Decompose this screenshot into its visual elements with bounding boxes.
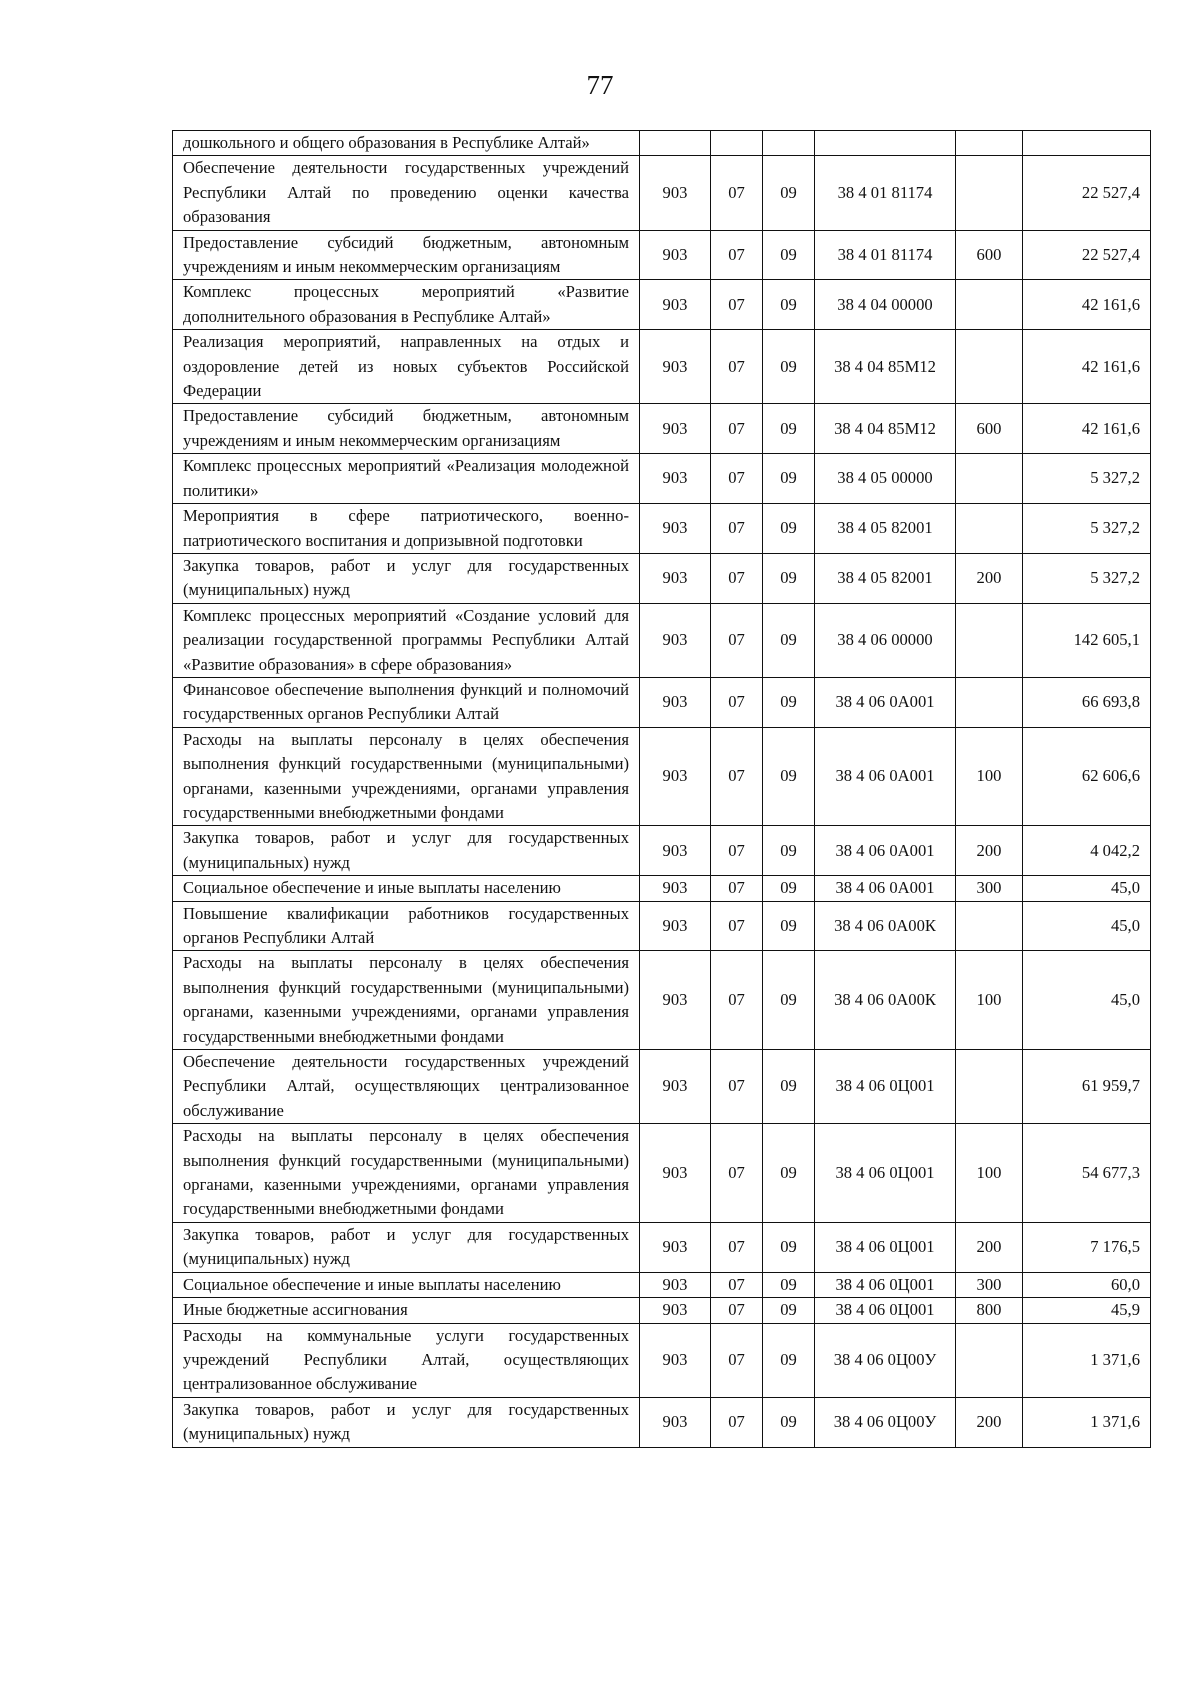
cell-subsection-code: 09 [763,1222,815,1272]
cell-subsection-code: 09 [763,1124,815,1223]
budget-table [172,130,1151,1448]
table-row [173,1124,1151,1223]
cell-name: Комплекс процессных мероприятий «Создание условий для реализации государственной программы Республики Алтай «Развитие образования» в сфере образования» [173,603,640,677]
cell-name: дошкольного и общего образования в Республике Алтай» [173,131,640,156]
cell-expense-type: 200 [956,1222,1023,1272]
cell-name: Социальное обеспечение и иные выплаты населению [173,1272,640,1297]
cell-expense-type: 200 [956,1397,1023,1447]
cell-ministry-code: 903 [640,1050,711,1124]
cell-amount: 61 959,7 [1023,1050,1151,1124]
cell-amount: 42 161,6 [1023,330,1151,404]
cell-expense-type: 200 [956,553,1023,603]
cell-target-article: 38 4 06 0А001 [815,677,956,727]
table-row [173,1298,1151,1323]
cell-ministry-code: 903 [640,603,711,677]
cell-expense-type [956,330,1023,404]
cell-ministry-code: 903 [640,280,711,330]
cell-ministry-code: 903 [640,876,711,901]
cell-section-code: 07 [711,826,763,876]
cell-amount: 45,9 [1023,1298,1151,1323]
cell-target-article: 38 4 05 82001 [815,504,956,554]
cell-subsection-code: 09 [763,826,815,876]
cell-section-code: 07 [711,454,763,504]
cell-amount: 45,0 [1023,901,1151,951]
cell-expense-type [956,603,1023,677]
cell-target-article: 38 4 04 85М12 [815,404,956,454]
table-row [173,1050,1151,1124]
cell-expense-type: 100 [956,727,1023,826]
cell-section-code: 07 [711,156,763,230]
cell-ministry-code: 903 [640,1323,711,1397]
cell-amount: 4 042,2 [1023,826,1151,876]
cell-section-code: 07 [711,1222,763,1272]
cell-section-code: 07 [711,603,763,677]
cell-expense-type [956,131,1023,156]
cell-section-code: 07 [711,951,763,1050]
table-row [173,280,1151,330]
cell-amount: 5 327,2 [1023,454,1151,504]
cell-amount: 142 605,1 [1023,603,1151,677]
cell-name: Закупка товаров, работ и услуг для государственных (муниципальных) нужд [173,826,640,876]
cell-subsection-code: 09 [763,330,815,404]
cell-subsection-code: 09 [763,454,815,504]
cell-name: Мероприятия в сфере патриотического, военно-патриотического воспитания и допризывной подготовки [173,504,640,554]
cell-section-code: 07 [711,876,763,901]
cell-target-article: 38 4 06 0Ц001 [815,1222,956,1272]
cell-target-article: 38 4 01 81174 [815,230,956,280]
cell-name: Закупка товаров, работ и услуг для государственных (муниципальных) нужд [173,1397,640,1447]
cell-ministry-code: 903 [640,504,711,554]
cell-target-article: 38 4 01 81174 [815,156,956,230]
cell-subsection-code: 09 [763,727,815,826]
cell-ministry-code: 903 [640,677,711,727]
cell-subsection-code: 09 [763,677,815,727]
cell-target-article: 38 4 06 0А00К [815,901,956,951]
table-row [173,454,1151,504]
cell-expense-type [956,280,1023,330]
cell-amount: 60,0 [1023,1272,1151,1297]
cell-target-article: 38 4 06 0Ц00У [815,1323,956,1397]
cell-section-code: 07 [711,553,763,603]
table-row [173,131,1151,156]
table-row [173,1222,1151,1272]
cell-name: Расходы на выплаты персоналу в целях обеспечения выполнения функций государственными (муниципальными) органами, казенными учреждениями, органами управления государственными внебюджетными фондами [173,951,640,1050]
cell-section-code: 07 [711,230,763,280]
cell-expense-type: 600 [956,404,1023,454]
cell-subsection-code: 09 [763,1272,815,1297]
cell-name: Иные бюджетные ассигнования [173,1298,640,1323]
cell-target-article: 38 4 06 0А001 [815,727,956,826]
cell-target-article: 38 4 06 0А001 [815,826,956,876]
cell-name: Финансовое обеспечение выполнения функций и полномочий государственных органов Республики Алтай [173,677,640,727]
cell-name: Расходы на коммунальные услуги государственных учреждений Республики Алтай, осуществляющих централизованное обслуживание [173,1323,640,1397]
cell-amount: 5 327,2 [1023,504,1151,554]
cell-ministry-code: 903 [640,1272,711,1297]
table-row [173,876,1151,901]
cell-section-code: 07 [711,1050,763,1124]
cell-target-article: 38 4 05 82001 [815,553,956,603]
table-row [173,727,1151,826]
cell-ministry-code: 903 [640,156,711,230]
cell-subsection-code: 09 [763,901,815,951]
table-row [173,330,1151,404]
cell-name: Закупка товаров, работ и услуг для государственных (муниципальных) нужд [173,1222,640,1272]
cell-target-article: 38 4 04 85М12 [815,330,956,404]
cell-expense-type [956,454,1023,504]
cell-expense-type [956,1323,1023,1397]
cell-expense-type: 200 [956,826,1023,876]
cell-expense-type: 600 [956,230,1023,280]
cell-subsection-code: 09 [763,1050,815,1124]
cell-expense-type [956,677,1023,727]
cell-section-code: 07 [711,1124,763,1223]
cell-name: Обеспечение деятельности государственных учреждений Республики Алтай, осуществляющих централизованное обслуживание [173,1050,640,1124]
cell-name: Расходы на выплаты персоналу в целях обеспечения выполнения функций государственными (муниципальными) органами, казенными учреждениями, органами управления государственными внебюджетными фондами [173,1124,640,1223]
cell-ministry-code: 903 [640,553,711,603]
cell-target-article: 38 4 06 0Ц001 [815,1298,956,1323]
cell-ministry-code: 903 [640,330,711,404]
cell-target-article: 38 4 04 00000 [815,280,956,330]
cell-amount: 42 161,6 [1023,280,1151,330]
cell-target-article: 38 4 06 00000 [815,603,956,677]
cell-name: Расходы на выплаты персоналу в целях обеспечения выполнения функций государственными (муниципальными) органами, казенными учреждениями, органами управления государственными внебюджетными фондами [173,727,640,826]
cell-section-code: 07 [711,504,763,554]
table-row [173,951,1151,1050]
page-number: 77 [586,70,614,100]
cell-amount: 45,0 [1023,876,1151,901]
cell-section-code: 07 [711,901,763,951]
cell-ministry-code: 903 [640,404,711,454]
cell-target-article: 38 4 06 0А001 [815,876,956,901]
cell-expense-type [956,901,1023,951]
cell-name: Обеспечение деятельности государственных учреждений Республики Алтай по проведению оценки качества образования [173,156,640,230]
cell-target-article: 38 4 05 00000 [815,454,956,504]
cell-name: Предоставление субсидий бюджетным, автономным учреждениям и иным некоммерческим организациям [173,230,640,280]
cell-expense-type: 100 [956,951,1023,1050]
cell-subsection-code: 09 [763,230,815,280]
cell-amount: 1 371,6 [1023,1323,1151,1397]
cell-name: Предоставление субсидий бюджетным, автономным учреждениям и иным некоммерческим организациям [173,404,640,454]
cell-amount: 42 161,6 [1023,404,1151,454]
table-row [173,1323,1151,1397]
cell-section-code [711,131,763,156]
cell-ministry-code: 903 [640,727,711,826]
cell-amount: 66 693,8 [1023,677,1151,727]
cell-target-article [815,131,956,156]
table-row [173,1397,1151,1447]
cell-expense-type [956,156,1023,230]
table-row [173,504,1151,554]
table-row [173,404,1151,454]
cell-ministry-code: 903 [640,951,711,1050]
cell-expense-type: 800 [956,1298,1023,1323]
cell-target-article: 38 4 06 0Ц001 [815,1272,956,1297]
table-row [173,826,1151,876]
cell-section-code: 07 [711,1397,763,1447]
cell-section-code: 07 [711,1272,763,1297]
cell-amount: 22 527,4 [1023,156,1151,230]
cell-amount: 54 677,3 [1023,1124,1151,1223]
cell-expense-type: 300 [956,1272,1023,1297]
cell-subsection-code: 09 [763,404,815,454]
cell-name: Комплекс процессных мероприятий «Реализация молодежной политики» [173,454,640,504]
cell-subsection-code: 09 [763,603,815,677]
cell-ministry-code: 903 [640,1298,711,1323]
cell-subsection-code: 09 [763,1298,815,1323]
cell-name: Социальное обеспечение и иные выплаты населению [173,876,640,901]
cell-ministry-code: 903 [640,1124,711,1223]
cell-ministry-code: 903 [640,1397,711,1447]
cell-name: Закупка товаров, работ и услуг для государственных (муниципальных) нужд [173,553,640,603]
cell-subsection-code: 09 [763,1323,815,1397]
cell-expense-type: 300 [956,876,1023,901]
cell-ministry-code: 903 [640,826,711,876]
cell-section-code: 07 [711,280,763,330]
cell-section-code: 07 [711,404,763,454]
cell-subsection-code: 09 [763,876,815,901]
cell-name: Комплекс процессных мероприятий «Развитие дополнительного образования в Республике Алтай» [173,280,640,330]
cell-expense-type [956,1050,1023,1124]
cell-subsection-code: 09 [763,951,815,1050]
table-row [173,553,1151,603]
table-row [173,603,1151,677]
cell-subsection-code: 09 [763,504,815,554]
cell-section-code: 07 [711,727,763,826]
cell-subsection-code: 09 [763,280,815,330]
cell-section-code: 07 [711,677,763,727]
cell-ministry-code: 903 [640,1222,711,1272]
cell-subsection-code [763,131,815,156]
cell-amount: 62 606,6 [1023,727,1151,826]
table-row [173,677,1151,727]
cell-target-article: 38 4 06 0Ц00У [815,1397,956,1447]
cell-ministry-code: 903 [640,901,711,951]
cell-subsection-code: 09 [763,553,815,603]
cell-amount [1023,131,1151,156]
cell-section-code: 07 [711,330,763,404]
cell-section-code: 07 [711,1323,763,1397]
cell-name: Реализация мероприятий, направленных на отдых и оздоровление детей из новых субъектов Российской Федерации [173,330,640,404]
cell-section-code: 07 [711,1298,763,1323]
cell-amount: 7 176,5 [1023,1222,1151,1272]
cell-amount: 22 527,4 [1023,230,1151,280]
cell-ministry-code [640,131,711,156]
table-row [173,901,1151,951]
table-row [173,230,1151,280]
cell-amount: 1 371,6 [1023,1397,1151,1447]
cell-target-article: 38 4 06 0А00К [815,951,956,1050]
cell-target-article: 38 4 06 0Ц001 [815,1050,956,1124]
table-row [173,1272,1151,1297]
cell-expense-type: 100 [956,1124,1023,1223]
table-body [173,131,1151,1448]
cell-amount: 5 327,2 [1023,553,1151,603]
cell-amount: 45,0 [1023,951,1151,1050]
cell-expense-type [956,504,1023,554]
cell-ministry-code: 903 [640,230,711,280]
cell-ministry-code: 903 [640,454,711,504]
cell-name: Повышение квалификации работников государственных органов Республики Алтай [173,901,640,951]
cell-subsection-code: 09 [763,156,815,230]
cell-subsection-code: 09 [763,1397,815,1447]
cell-target-article: 38 4 06 0Ц001 [815,1124,956,1223]
table-row [173,156,1151,230]
